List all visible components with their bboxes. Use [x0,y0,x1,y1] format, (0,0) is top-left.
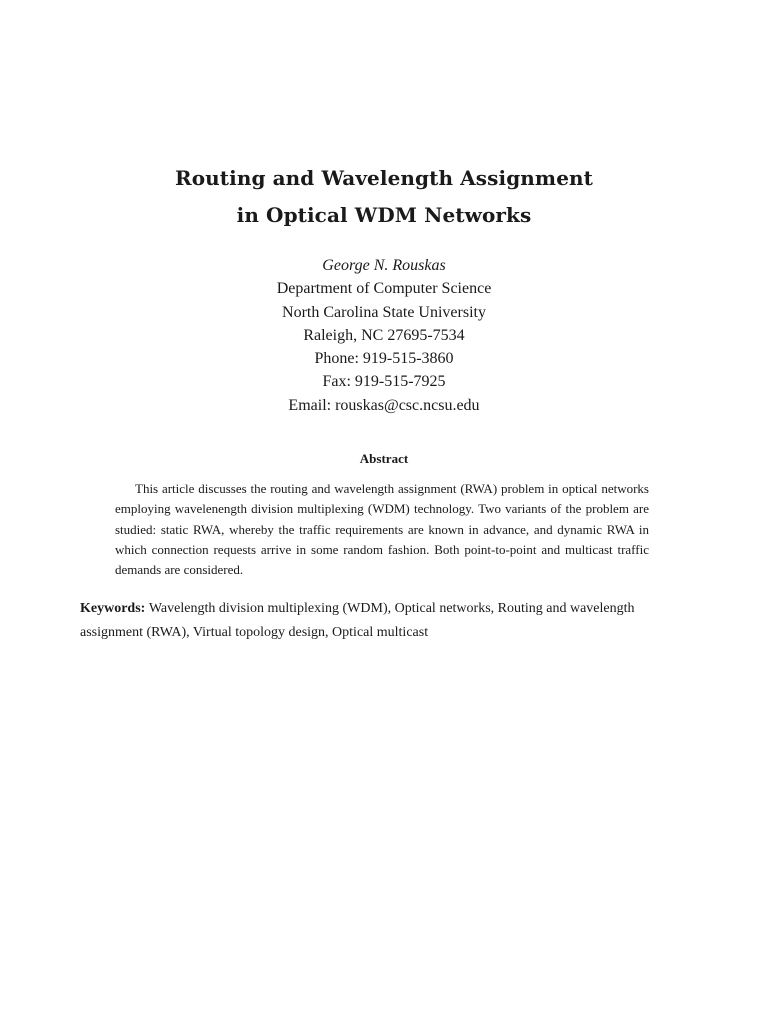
paper-title [0,160,768,234]
keywords-label: Keywords: [80,601,149,616]
author-department: Department of Computer Science [276,280,492,298]
keywords-paragraph [80,597,686,645]
title-line-1: Routing and Wavelength Assignment [174,166,594,190]
abstract-text: This article discusses the routing and wavelength assignment (RWA) problem in optical networks employing wavelenength division multiplexing (WDM) technology. Two variants of the problem are studied: static RWA, whereby the traffic requirements are known in advance, and dynamic RWA in which connection requests arrive in some random fashion. Both point-to-point and multicast traffic demands are considered. [115,481,649,578]
author-fax: Fax: 919-515-7925 [322,373,446,391]
author-block [0,254,768,417]
author-phone: Phone: 919-515-3860 [314,350,454,368]
author-email: Email: rouskas@csc.ncsu.edu [288,396,480,414]
abstract-heading: Abstract [359,451,409,466]
author-university: North Carolina State University [282,303,486,321]
author-name: George N. Rouskas [322,257,446,274]
author-address: Raleigh, NC 27695-7534 [303,326,465,344]
keywords-text: Wavelength division multiplexing (WDM), Optical networks, Routing and wavelength assignment (RWA), Virtual topology design, Optical multicast [80,601,635,640]
title-line-2: in Optical WDM Networks [236,203,532,227]
